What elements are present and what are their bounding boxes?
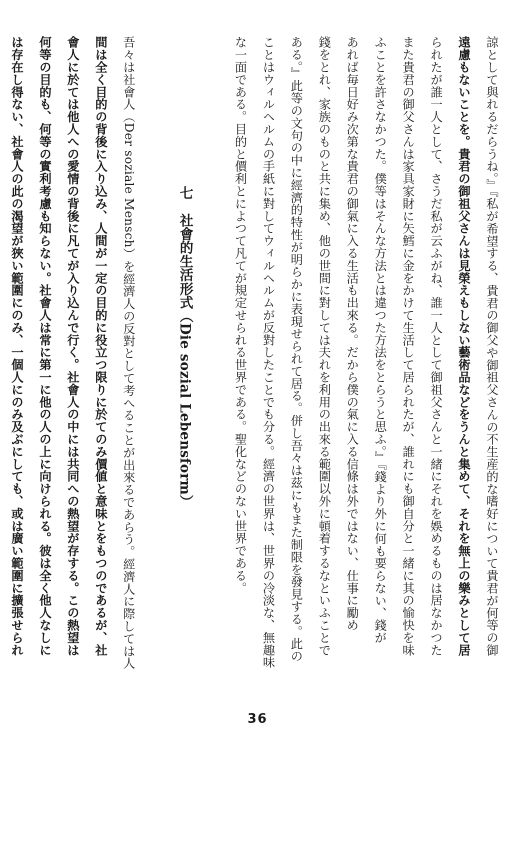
vertical-text-body — [8, 36, 501, 702]
text-line: あれば毎日好み次第な貴君の御氣に入る生活も出來る。だから僕の氣に入る信條は外ではない、仕事に勵め — [345, 36, 360, 632]
text-line: な一面である。目的と價利とによつて凡てが規定せられる世界である。聖化などのない世界である。 — [233, 36, 248, 594]
blank-line — [204, 36, 222, 702]
section-heading: 七 社會的生活形式（Die sozial Lebensform） — [176, 186, 193, 509]
text-line: 吾々は社會人（Der soziale Mensch）を經濟人の反對として考へることが出來るであらう。經濟人に際しては人 — [121, 36, 136, 670]
text-line: 間は全く目的の背後に入り込み、人間が一定の目的に役立つ限りに於てのみ價値と意味とをもつのであるが、社 — [93, 36, 108, 656]
text-line: は存在し得ない、社會人の此の渴望が狹い範圍にのみ、一個人にのみ及ぶにしても、或は廣い範圍に擴張せられ — [10, 36, 24, 656]
text-line: 遠慮もないことを。貴君の御祖父さんは見榮えもしない藝術品などをうんと集めて、それを無上の樂みとして居 — [457, 36, 471, 656]
text-line: ふことを許さなかつた。僕等はそんな方法とは違つた方法をとらうと思ふ。』『錢より外に何も要らない、錢が — [373, 36, 388, 644]
blank-line — [148, 36, 166, 702]
text-line: 錢をとれ、家族のものと共に集め、他の世間に對しては夫れを利用の出來る範圍以外に頓着するなといふことで — [317, 36, 332, 656]
text-line: また貴君の御父さんは家具家財に矢鱈に金をかけて生活して居られたが、誰れにも御自分と一緒に其の愉快を味 — [401, 36, 416, 656]
text-line: 諒として與れるだらうね。』『私が希望する、貴君の御父や御祖父さんの不生産的な嗜好について貴君が何等の御 — [484, 36, 499, 657]
text-line: 何等の目的も、何等の實利考慮も知らない。社會人は常に第一に他の人の上に向けられる。彼は全く他人なしに — [37, 36, 52, 656]
text-line: ことはウィルヘルムの手紙に對してウィルヘルムが反對したことでも分る。經濟の世界は、世界の冷淡な、無趣味 — [261, 36, 276, 669]
text-line: 會人に於ては他人への愛情の背後に凡てが入り込んで行く。社會人の中には共同への熱望が存する。この熱望は — [65, 36, 80, 656]
page-number: 36 — [247, 712, 268, 727]
text-line: られたが誰一人として、さうだ私が云ふがね、誰一人として御祖父さんと一緒にそれを娛めるものは居なかつた — [429, 36, 444, 656]
text-line: ある。』此等の文句の中に經濟的特性が明らかに表現せられて居る。併し吾々は茲にもまた制限を發見する。此の — [289, 36, 304, 663]
